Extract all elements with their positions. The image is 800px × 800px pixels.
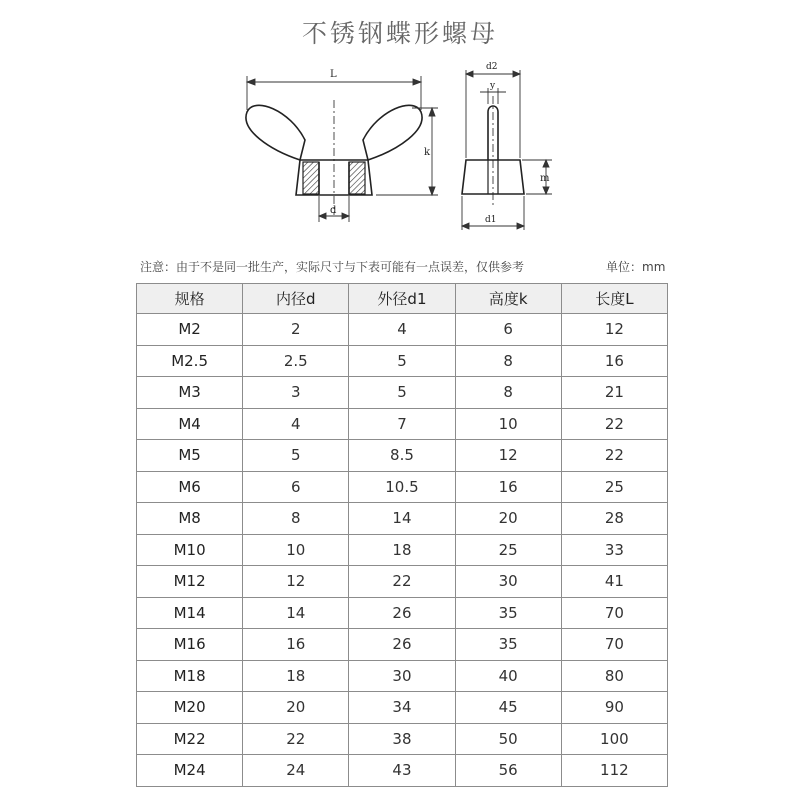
cell-outer-diameter: 10.5 [349, 471, 455, 503]
label-k: k [424, 147, 431, 158]
cell-outer-diameter: 5 [349, 345, 455, 377]
table-row [137, 597, 668, 629]
table-row [137, 534, 668, 566]
cell-inner-diameter: 10 [243, 534, 349, 566]
table-row [137, 503, 668, 535]
header-length: 长度L [561, 284, 667, 314]
cell-outer-diameter: 14 [349, 503, 455, 535]
table-row [137, 723, 668, 755]
cell-height: 35 [455, 597, 561, 629]
cell-inner-diameter: 5 [243, 440, 349, 472]
side-view [462, 96, 524, 208]
header-size: 规格 [137, 284, 243, 314]
cell-outer-diameter: 43 [349, 755, 455, 787]
cell-outer-diameter: 30 [349, 660, 455, 692]
cell-length: 70 [561, 597, 667, 629]
cell-length: 100 [561, 723, 667, 755]
cell-length: 21 [561, 377, 667, 409]
cell-outer-diameter: 7 [349, 408, 455, 440]
cell-height: 6 [455, 314, 561, 346]
header-outer-diameter: 外径d1 [349, 284, 455, 314]
cell-size: M2 [137, 314, 243, 346]
table-row [137, 314, 668, 346]
table-row [137, 629, 668, 661]
cell-height: 8 [455, 377, 561, 409]
front-view [246, 100, 422, 215]
cell-outer-diameter: 26 [349, 629, 455, 661]
cell-inner-diameter: 24 [243, 755, 349, 787]
cell-size: M4 [137, 408, 243, 440]
wing-nut-drawing [0, 50, 800, 245]
cell-height: 20 [455, 503, 561, 535]
cell-size: M14 [137, 597, 243, 629]
cell-inner-diameter: 4 [243, 408, 349, 440]
cell-size: M22 [137, 723, 243, 755]
cell-length: 33 [561, 534, 667, 566]
cell-length: 25 [561, 471, 667, 503]
cell-length: 90 [561, 692, 667, 724]
label-d2: d2 [486, 62, 498, 72]
cell-inner-diameter: 2 [243, 314, 349, 346]
cell-outer-diameter: 8.5 [349, 440, 455, 472]
cell-length: 112 [561, 755, 667, 787]
cell-size: M2.5 [137, 345, 243, 377]
label-m: m [540, 173, 550, 184]
header-inner-diameter: 内径d [243, 284, 349, 314]
cell-size: M8 [137, 503, 243, 535]
cell-height: 25 [455, 534, 561, 566]
cell-height: 16 [455, 471, 561, 503]
cell-inner-diameter: 12 [243, 566, 349, 598]
tolerance-note: 注意：由于不是同一批生产，实际尺寸与下表可能有一点误差，仅供参考 [140, 260, 525, 274]
cell-outer-diameter: 5 [349, 377, 455, 409]
cell-outer-diameter: 38 [349, 723, 455, 755]
table-row [137, 345, 668, 377]
cell-size: M3 [137, 377, 243, 409]
table-row [137, 566, 668, 598]
cell-inner-diameter: 14 [243, 597, 349, 629]
cell-height: 35 [455, 629, 561, 661]
cell-size: M20 [137, 692, 243, 724]
cell-outer-diameter: 34 [349, 692, 455, 724]
cell-length: 70 [561, 629, 667, 661]
cell-length: 41 [561, 566, 667, 598]
cell-height: 50 [455, 723, 561, 755]
cell-size: M18 [137, 660, 243, 692]
cell-inner-diameter: 22 [243, 723, 349, 755]
cell-inner-diameter: 20 [243, 692, 349, 724]
spec-table [136, 283, 668, 787]
unit-label: 单位：mm [606, 260, 666, 274]
cell-height: 10 [455, 408, 561, 440]
table-row [137, 408, 668, 440]
cell-height: 40 [455, 660, 561, 692]
cell-outer-diameter: 18 [349, 534, 455, 566]
cell-size: M12 [137, 566, 243, 598]
cell-inner-diameter: 2.5 [243, 345, 349, 377]
table-row [137, 471, 668, 503]
cell-length: 22 [561, 440, 667, 472]
label-y: y [490, 81, 496, 91]
label-L: L [330, 69, 337, 80]
cell-height: 12 [455, 440, 561, 472]
cell-inner-diameter: 3 [243, 377, 349, 409]
cell-length: 28 [561, 503, 667, 535]
table-row [137, 440, 668, 472]
cell-length: 16 [561, 345, 667, 377]
cell-height: 56 [455, 755, 561, 787]
cell-length: 22 [561, 408, 667, 440]
cell-outer-diameter: 26 [349, 597, 455, 629]
cell-inner-diameter: 16 [243, 629, 349, 661]
cell-height: 8 [455, 345, 561, 377]
table-row [137, 692, 668, 724]
cell-inner-diameter: 8 [243, 503, 349, 535]
label-d1: d1 [485, 215, 497, 225]
cell-size: M10 [137, 534, 243, 566]
table-row [137, 755, 668, 787]
table-row [137, 377, 668, 409]
cell-length: 12 [561, 314, 667, 346]
page-title: 不锈钢蝶形螺母 [301, 19, 498, 48]
table-header-row [137, 284, 668, 314]
label-d: d [330, 205, 337, 216]
cell-height: 45 [455, 692, 561, 724]
cell-outer-diameter: 22 [349, 566, 455, 598]
cell-size: M24 [137, 755, 243, 787]
table-row [137, 660, 668, 692]
side-dimensions [462, 70, 552, 230]
cell-length: 80 [561, 660, 667, 692]
cell-size: M5 [137, 440, 243, 472]
cell-inner-diameter: 6 [243, 471, 349, 503]
cell-outer-diameter: 4 [349, 314, 455, 346]
header-height: 高度k [455, 284, 561, 314]
cell-size: M6 [137, 471, 243, 503]
cell-size: M16 [137, 629, 243, 661]
cell-height: 30 [455, 566, 561, 598]
cell-inner-diameter: 18 [243, 660, 349, 692]
